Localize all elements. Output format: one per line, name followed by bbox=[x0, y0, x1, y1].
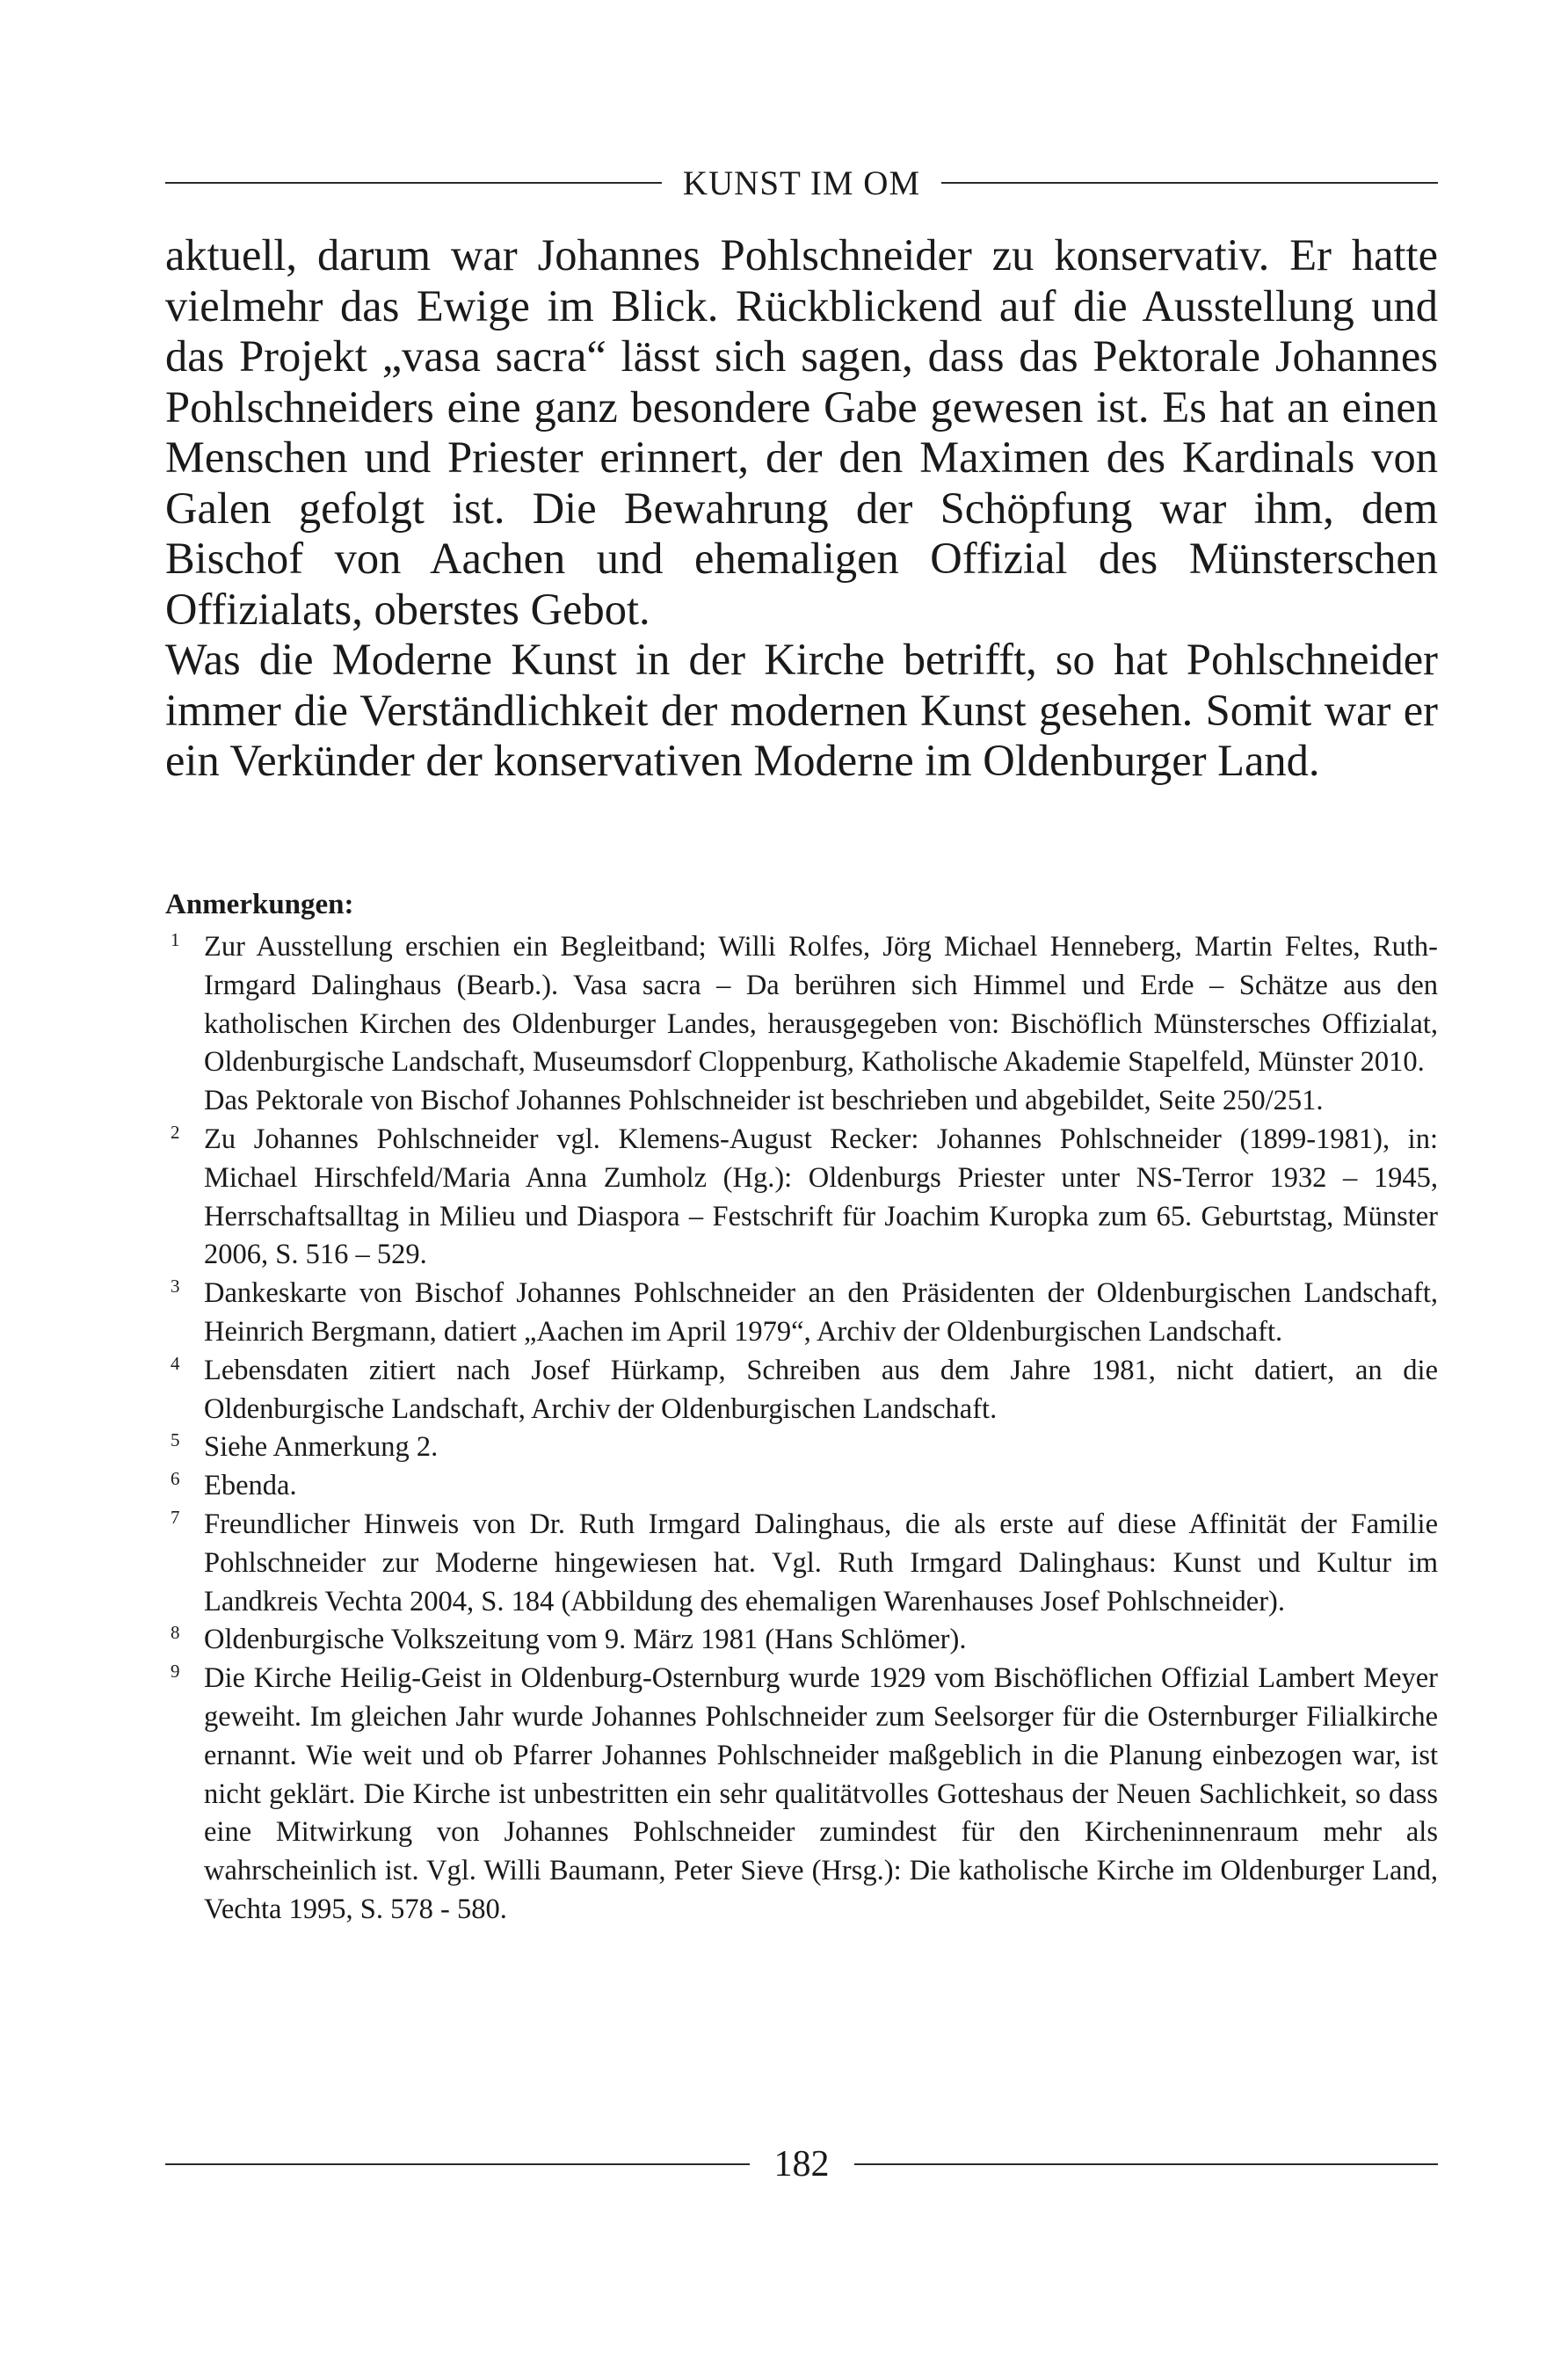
note-number: 9 bbox=[171, 1661, 180, 1683]
note-number: 2 bbox=[171, 1121, 180, 1143]
note-text: Oldenburgische Volkszeitung vom 9. März 1981 (Hans Schlömer). bbox=[204, 1624, 967, 1656]
note-text: Freundlicher Hinweis von Dr. Ruth Irmgard Dalinghaus, die als erste auf diese Affinität der Familie Pohlschneider zur Moderne hingewiesen hat. Vgl. Ruth Irmgard Dalinghaus: Kunst und Kultur im Landkreis Vechta 2004, S. 184 (Abbildung des ehemaligen Warenhauses Josef Pohlschneider). bbox=[204, 1508, 1438, 1617]
header-rule-left bbox=[165, 182, 662, 184]
note-text: Ebenda. bbox=[204, 1470, 297, 1502]
note-number: 4 bbox=[171, 1352, 180, 1374]
body-paragraph: aktuell, darum war Johannes Pohlschneider zu konservativ. Er hatte vielmehr das Ewige im Blick. Rückblickend auf die Ausstellung und das Projekt „vasa sacra“ lässt sich sagen, dass das Pektorale Johannes Pohlschneiders eine ganz besondere Gabe gewesen ist. Es hat an einen Menschen und Priester erinnert, der den Maximen des Kardinals von Galen gefolgt ist. Die Bewahrung der Schöpfung war ihm, dem Bischof von Aachen und ehemaligen Offizial des Münsterschen Offizialats, oberstes Gebot. bbox=[165, 230, 1438, 634]
note-list bbox=[165, 928, 1438, 1930]
note-number: 8 bbox=[171, 1622, 180, 1644]
notes-heading: Anmerkungen: bbox=[165, 889, 354, 920]
note-text: Lebensdaten zitiert nach Josef Hürkamp, Schreiben aus dem Jahre 1981, nicht datiert, an die Oldenburgische Landschaft, Archiv der Oldenburgischen Landschaft. bbox=[204, 1354, 1438, 1425]
body-text bbox=[165, 230, 1438, 787]
note-item bbox=[165, 1660, 1438, 1930]
note-number: 6 bbox=[171, 1468, 180, 1490]
page-number: 182 bbox=[773, 2144, 830, 2184]
note-item bbox=[165, 1506, 1438, 1621]
note-text-continued: Das Pektorale von Bischof Johannes Pohlschneider ist beschrieben und abgebildet, Seite 250/251. bbox=[204, 1085, 1324, 1117]
note-item bbox=[165, 1121, 1438, 1275]
note-item bbox=[165, 928, 1438, 1121]
note-item bbox=[165, 1621, 1438, 1660]
note-text: Siehe Anmerkung 2. bbox=[204, 1431, 439, 1464]
page-footer bbox=[165, 2138, 1438, 2191]
note-text: Die Kirche Heilig-Geist in Oldenburg-Osternburg wurde 1929 vom Bischöflichen Offizial Lambert Meyer geweiht. Im gleichen Jahr wurde Johannes Pohlschneider zum Seelsorger für die Osternburger Filialkirche ernannt. Wie weit und ob Pfarrer Johannes Pohlschneider maßgeblich in die Planung einbezogen war, ist nicht geklärt. Die Kirche ist unbestritten ein sehr qualitätvolles Gotteshaus der Neuen Sachlichkeit, so dass eine Mitwirkung von Johannes Pohlschneider zumindest für den Kircheninnenraum mehr als wahrscheinlich ist. Vgl. Willi Baumann, Peter Sieve (Hrsg.): Die katholische Kirche im Oldenburger Land, Vechta 1995, S. 578 - 580. bbox=[204, 1662, 1438, 1925]
note-number: 1 bbox=[171, 929, 180, 950]
note-text: Zur Ausstellung erschien ein Begleitband; Willi Rolfes, Jörg Michael Henneberg, Martin Feltes, Ruth-Irmgard Dalinghaus (Bearb.). Vasa sacra – Da berühren sich Himmel und Erde – Schätze aus den katholischen Kirchen des Oldenburger Landes, herausgegeben von: Bischöflich Münstersches Offizialat, Oldenburgische Landschaft, Museumsdorf Cloppenburg, Katholische Akademie Stapelfeld, Münster 2010. bbox=[204, 931, 1438, 1079]
note-item bbox=[165, 1428, 1438, 1467]
header-rule-right bbox=[941, 182, 1438, 184]
running-title: KUNST IM OM bbox=[682, 164, 921, 202]
body-paragraph: Was die Moderne Kunst in der Kirche betrifft, so hat Pohlschneider immer die Verständlichkeit der modernen Kunst gesehen. Somit war er ein Verkünder der konservativen Moderne im Oldenburger Land. bbox=[165, 635, 1438, 785]
note-item bbox=[165, 1275, 1438, 1352]
footer-rule-left bbox=[165, 2163, 750, 2165]
notes-section bbox=[165, 884, 1438, 1930]
note-text: Zu Johannes Pohlschneider vgl. Klemens-August Recker: Johannes Pohlschneider (1899-1981), in: Michael Hirschfeld/Maria Anna Zumholz (Hg.): Oldenburgs Priester unter NS-Terror 1932 – 1945, Herrschaftsalltag in Milieu und Diaspora – Festschrift für Joachim Kuropka zum 65. Geburtstag, Münster 2006, S. 516 – 529. bbox=[204, 1123, 1438, 1271]
note-item bbox=[165, 1467, 1438, 1506]
running-header bbox=[165, 156, 1438, 209]
note-number: 5 bbox=[171, 1429, 180, 1451]
note-number: 7 bbox=[171, 1506, 180, 1528]
note-text: Dankeskarte von Bischof Johannes Pohlschneider an den Präsidenten der Oldenburgischen Landschaft, Heinrich Bergmann, datiert „Aachen im April 1979“, Archiv der Oldenburgischen Landschaft. bbox=[204, 1277, 1438, 1348]
note-item bbox=[165, 1352, 1438, 1429]
note-number: 3 bbox=[171, 1276, 180, 1298]
footer-rule-right bbox=[854, 2163, 1439, 2165]
